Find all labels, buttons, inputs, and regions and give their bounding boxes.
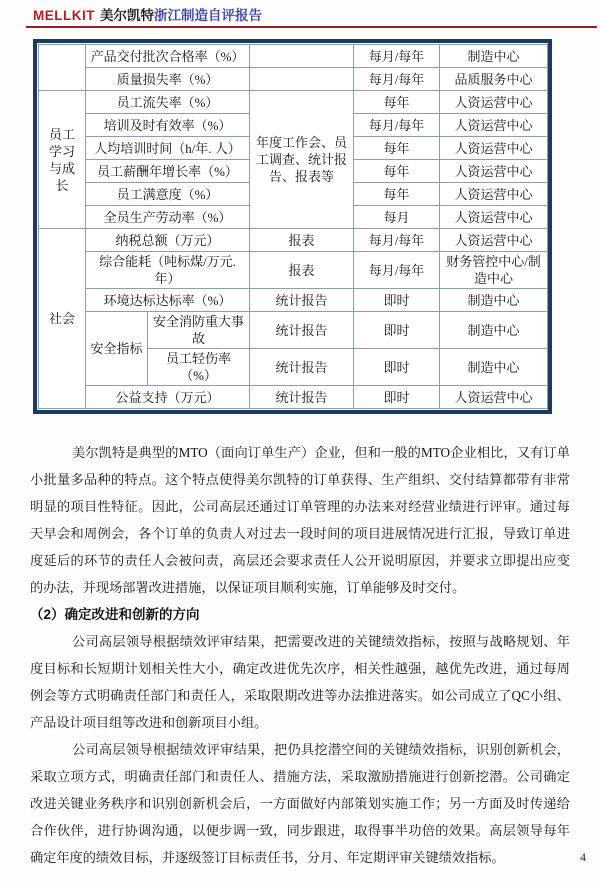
cell-category: 员工学习与成长	[39, 91, 86, 229]
cell-category: 社会	[39, 229, 86, 409]
cell-center: 制造中心	[440, 349, 548, 386]
cell-frequency: 即时	[354, 349, 440, 386]
cell-frequency: 即时	[354, 386, 440, 409]
paragraph-order-management: 美尔凯特是典型的MTO（面向订单生产）企业，但和一般的MTO企业相比，又有订单小批量多品种的特点。这个特点使得美尔凯特的订单获得、生产组织、交付结算都带有非常明显的项目性特征。因此，公司高层还通过订单管理的办法来对经营业绩进行评审。通过每天早会和周例会，各个订单的负责人对过去一段时间的项目进展情况进行汇报，导致订单进度延后的环节的责任人会被问责，高层还会要求责任人公开说明原因，并要求立即提出应变的办法，并现场部署改进措施，以保证项目顺利实施，订单能够及时交付。	[30, 445, 570, 595]
cell-frequency: 每月/每年	[354, 114, 440, 137]
report-title-name: 浙江制造自评报告	[154, 8, 262, 23]
body-text	[30, 439, 570, 871]
cell-indicator: 员工流失率（%）	[86, 91, 250, 114]
cell-center: 制造中心	[440, 45, 548, 68]
table-row	[39, 229, 548, 252]
cell-method: 统计报告	[250, 386, 354, 409]
cell-indicator: 人均培训时间（h/年. 人）	[86, 137, 250, 160]
cell-frequency: 每年	[354, 160, 440, 183]
cell-indicator: 员工满意度（%）	[86, 183, 250, 206]
cell-center: 人资运营中心	[440, 229, 548, 252]
header-rule	[26, 26, 597, 28]
cell-category	[39, 45, 86, 91]
cell-frequency: 每月/每年	[354, 252, 440, 289]
cell-frequency: 每年	[354, 183, 440, 206]
cell-center: 人资运营中心	[440, 386, 548, 409]
cell-center: 制造中心	[440, 289, 548, 312]
table-row	[39, 45, 548, 68]
cell-center: 人资运营中心	[440, 114, 548, 137]
cell-method: 报表	[250, 252, 354, 289]
cell-indicator: 环境达标达标率（%）	[86, 289, 250, 312]
cell-center: 人资运营中心	[440, 137, 548, 160]
page-header	[0, 0, 600, 24]
cell-indicator: 员工薪酬年增长率（%）	[86, 160, 250, 183]
cell-frequency: 即时	[354, 312, 440, 349]
cell-indicator: 纳税总额（万元）	[86, 229, 250, 252]
cell-frequency: 每年	[354, 137, 440, 160]
cell-frequency: 每月/每年	[354, 68, 440, 91]
report-title-company: 美尔凯特	[100, 8, 154, 23]
cell-method: 统计报告	[250, 289, 354, 312]
table-row	[39, 91, 548, 114]
table-row	[39, 386, 548, 409]
cell-method: 统计报告	[250, 349, 354, 386]
section-heading-improvement: （2）确定改进和创新的方向	[30, 607, 200, 622]
cell-center: 制造中心	[440, 312, 548, 349]
cell-indicator: 全员生产劳动率（%）	[86, 206, 250, 229]
cell-indicator: 培训及时有效率（%）	[86, 114, 250, 137]
kpi-table-frame	[33, 39, 552, 414]
cell-frequency: 每年	[354, 91, 440, 114]
cell-frequency: 每月/每年	[354, 229, 440, 252]
table-row	[39, 68, 548, 91]
table-row	[39, 289, 548, 312]
paragraph-improvement-priority: 公司高层领导根据绩效评审结果，把需要改进的关键绩效指标，按照与战略规划、年度目标和长短期计划相关性大小，确定改进优先次序，相关性越强，越优先改进，通过每周例会等方式明确责任部门和责任人，采取限期改进等办法推进落实。如公司成立了QC小组、产品设计项目组等改进和创新项目小组。	[30, 634, 570, 730]
cell-indicator: 综合能耗（吨标煤/万元. 年）	[86, 252, 250, 289]
cell-method: 统计报告	[250, 312, 354, 349]
cell-indicator: 公益支持（万元）	[86, 386, 250, 409]
cell-method: 报表	[250, 229, 354, 252]
table-row	[39, 312, 548, 349]
cell-center: 人资运营中心	[440, 183, 548, 206]
brand-text: MELLKIT	[33, 8, 95, 23]
cell-center: 财务管控中心/制造中心	[440, 252, 548, 289]
cell-indicator: 产品交付批次合格率（%）	[86, 45, 250, 68]
cell-center: 品质服务中心	[440, 68, 548, 91]
cell-method: 年度工作会、员工调查、统计报告、报表等	[250, 91, 354, 229]
kpi-table	[38, 44, 548, 409]
cell-frequency: 即时	[354, 289, 440, 312]
cell-indicator: 员工轻伤率（%）	[148, 349, 250, 386]
cell-center: 人资运营中心	[440, 160, 548, 183]
page-number: 4	[580, 850, 586, 864]
cell-center: 人资运营中心	[440, 206, 548, 229]
table-row	[39, 252, 548, 289]
cell-center: 人资运营中心	[440, 91, 548, 114]
cell-indicator-group: 安全指标	[86, 312, 148, 386]
cell-indicator: 安全消防重大事故	[148, 312, 250, 349]
cell-method	[250, 45, 354, 68]
cell-frequency: 每月	[354, 206, 440, 229]
cell-frequency: 每月/每年	[354, 45, 440, 68]
cell-indicator: 质量损失率（%）	[86, 68, 250, 91]
cell-method	[250, 68, 354, 91]
paragraph-innovation: 公司高层领导根据绩效评审结果，把仍具挖潜空间的关键绩效指标，识别创新机会，采取立项方式，明确责任部门和责任人、措施方法，采取激励措施进行创新挖潜。公司确定改进关键业务秩序和识别创新机会后，一方面做好内部策划实施工作；另一方面及时传递给合作伙伴，进行协调沟通，以便步调一致，同步跟进，取得事半功倍的效果。高层领导每年确定年度的绩效目标，并逐级签订目标责任书，分月、年定期评审关键绩效指标。	[30, 742, 570, 865]
